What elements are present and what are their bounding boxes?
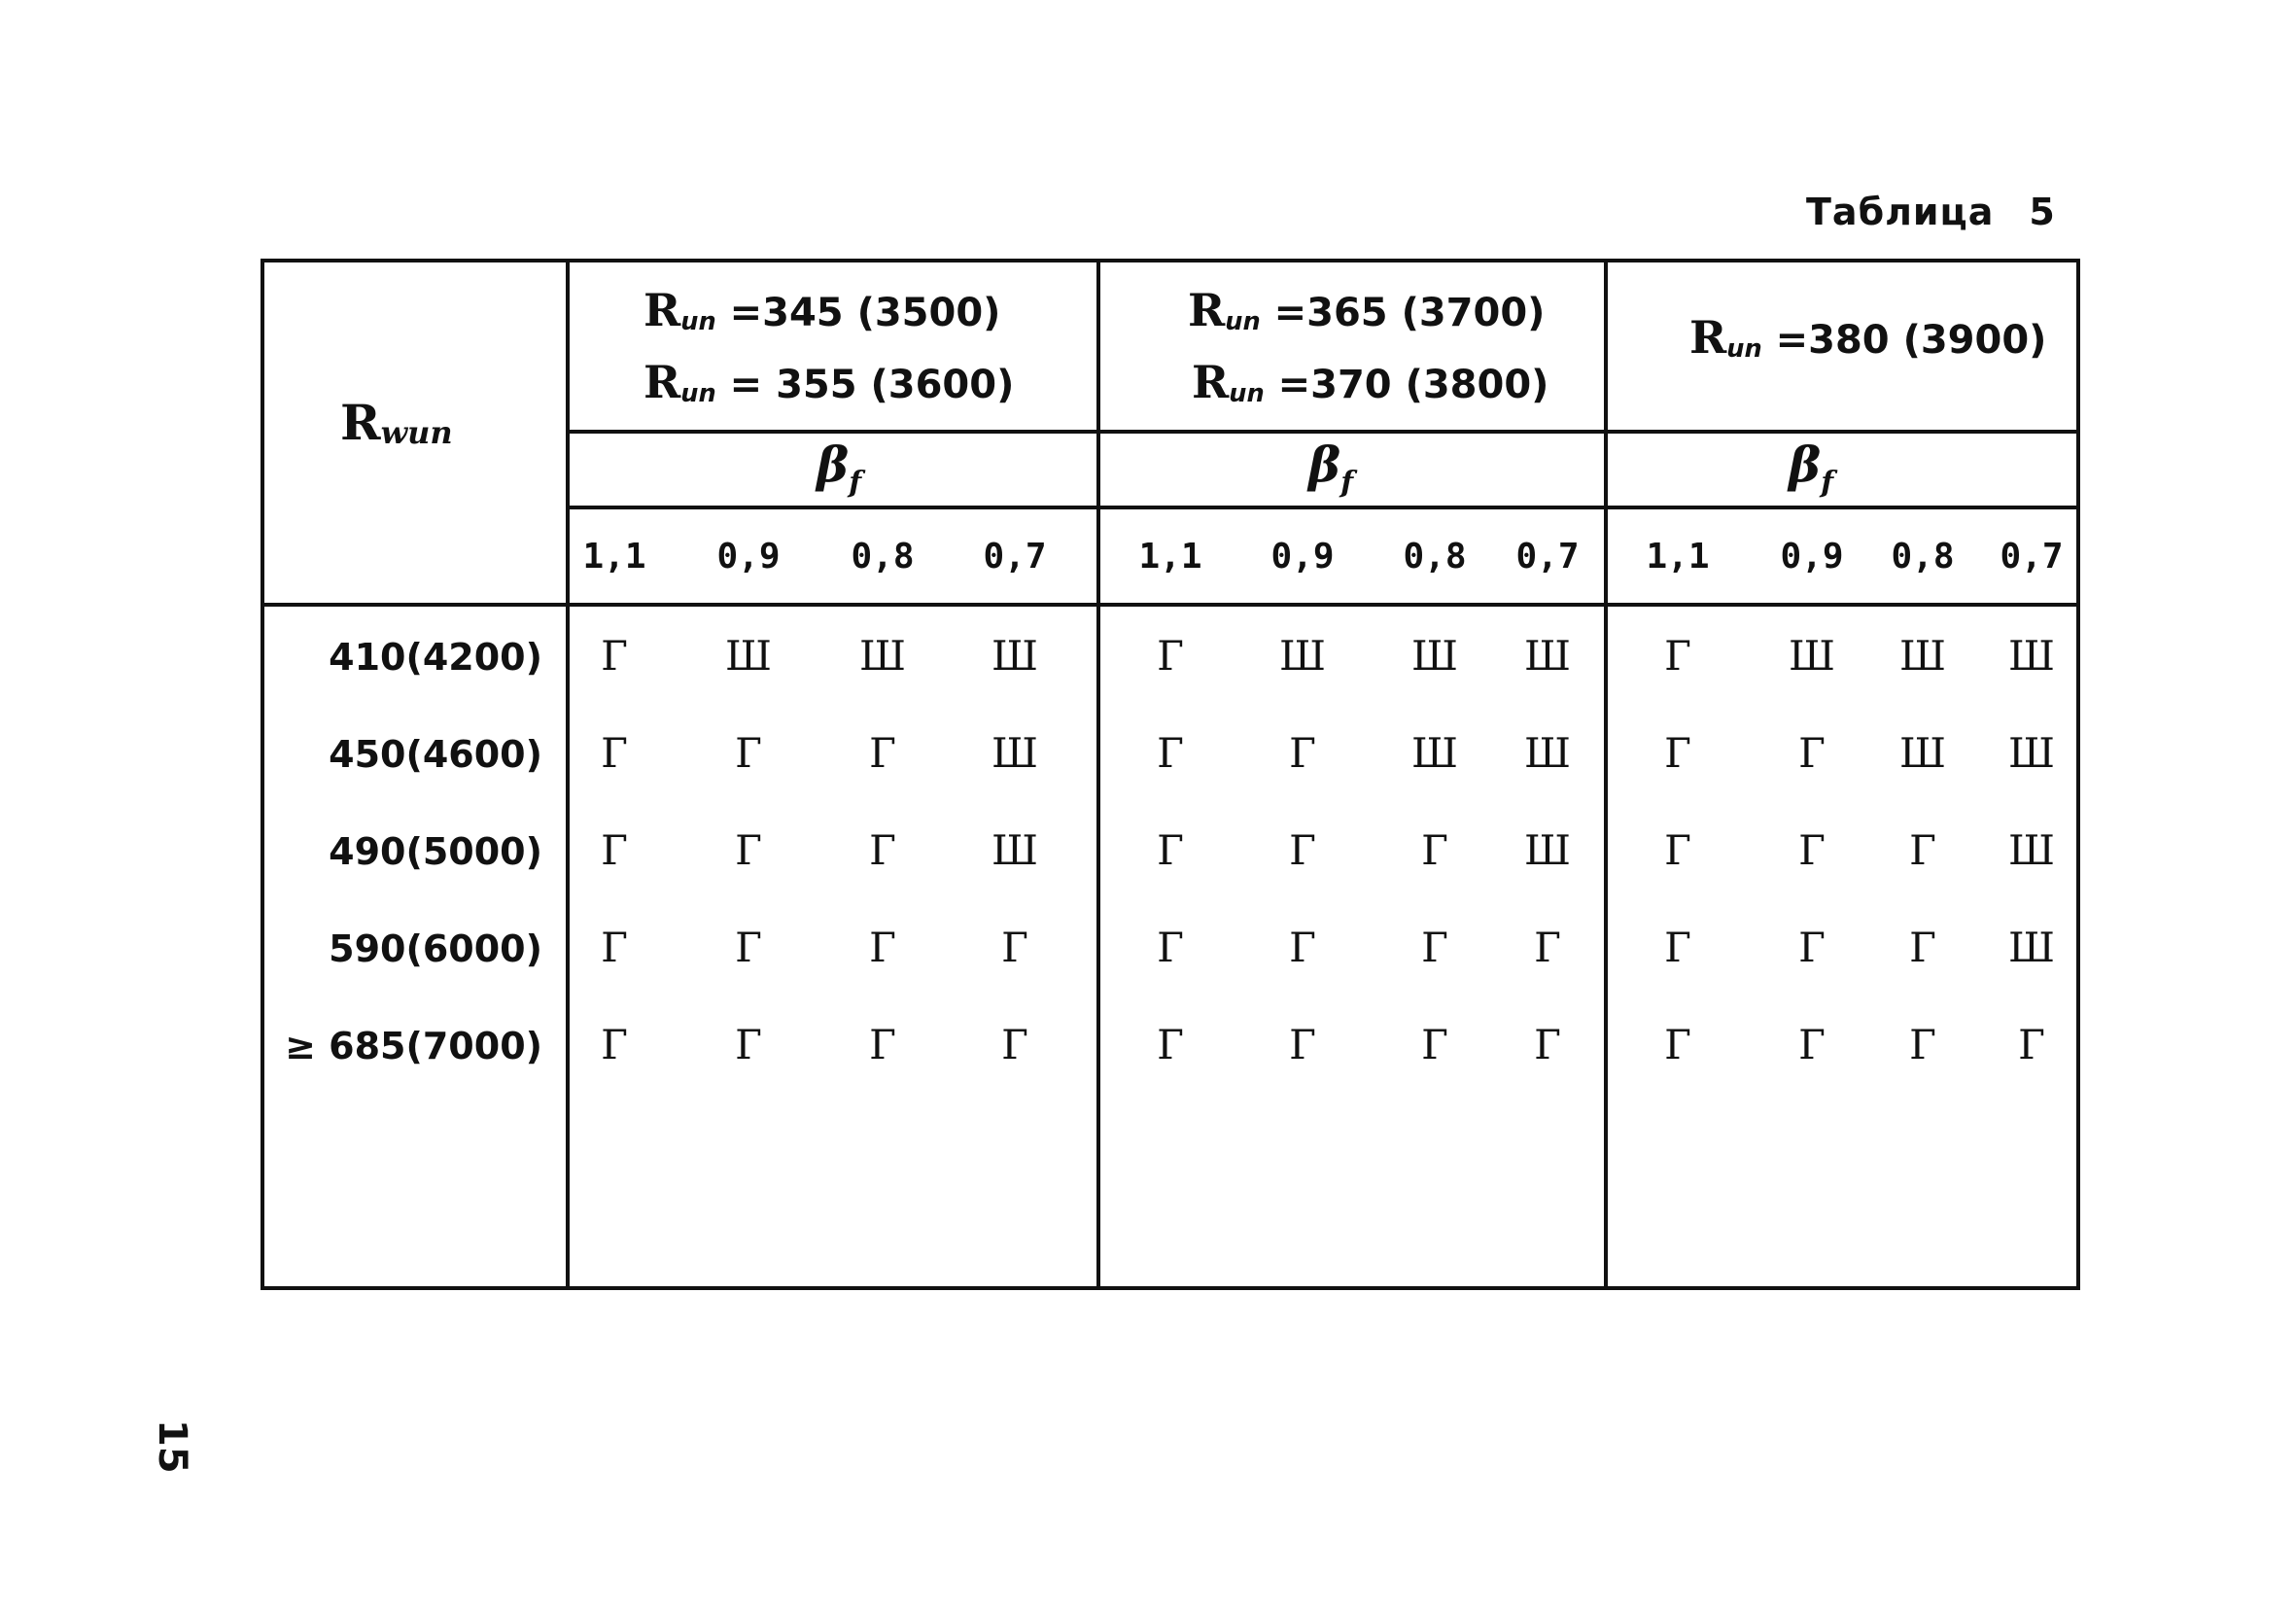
stub-symbol: R bbox=[340, 394, 381, 451]
coefficient-header: 0,7 bbox=[2000, 537, 2064, 577]
table-cell: Г bbox=[1664, 924, 1691, 971]
group-1-line-2-sub: un bbox=[680, 379, 716, 408]
group-2-line-2-sub: un bbox=[1229, 379, 1265, 408]
group-1-line-2: $R_{un} = 355$ (3600) bbox=[644, 356, 1015, 408]
table-cell: Г bbox=[601, 924, 628, 971]
table-cell: Г bbox=[735, 1021, 762, 1068]
table-cell: Г bbox=[1157, 826, 1184, 874]
group-3-line-1-sub: un bbox=[1726, 334, 1762, 364]
table-cell: Г bbox=[1798, 924, 1826, 971]
table-cell: Г bbox=[1157, 729, 1184, 777]
stub-subscript: wun bbox=[380, 414, 453, 451]
table-cell: Ш bbox=[1899, 729, 1946, 777]
group-divider-1 bbox=[1096, 259, 1100, 1290]
table-cell: Г bbox=[601, 729, 628, 777]
table-cell: Г bbox=[2018, 1021, 2045, 1068]
table-cell: Г bbox=[601, 1021, 628, 1068]
table-cell: Г bbox=[1909, 924, 1936, 971]
table-cell: Г bbox=[1421, 924, 1448, 971]
row-label: 410(4200) bbox=[329, 636, 542, 679]
group-2-line-2-value: =370 (3800) bbox=[1277, 363, 1549, 407]
group-1-line-1-value: =345 (3500) bbox=[729, 291, 1001, 335]
caption-label: Таблица bbox=[1806, 191, 1995, 233]
table-cell: Г bbox=[1909, 826, 1936, 874]
table-cell: Г bbox=[601, 632, 628, 680]
table-cell: Ш bbox=[1411, 729, 1458, 777]
group-2-line-1-sub: un bbox=[1225, 307, 1261, 336]
table-cell: Ш bbox=[1279, 632, 1326, 680]
table-cell: Ш bbox=[2008, 632, 2055, 680]
table-cell: Г bbox=[1798, 1021, 1826, 1068]
coefficient-header: 1,1 bbox=[1646, 537, 1710, 577]
table-cell: Ш bbox=[725, 632, 772, 680]
table-cell: Ш bbox=[991, 826, 1038, 874]
coefficient-header: 0,9 bbox=[1270, 537, 1335, 577]
table-cell: Г bbox=[1664, 632, 1691, 680]
table-cell: Г bbox=[1909, 1021, 1936, 1068]
table-cell: Г bbox=[869, 924, 896, 971]
table-cell: Ш bbox=[2008, 729, 2055, 777]
table-cell: Ш bbox=[859, 632, 906, 680]
table-cell: Г bbox=[1664, 1021, 1691, 1068]
table-cell: Г bbox=[1798, 729, 1826, 777]
row-label: ≥ 685(7000) bbox=[285, 1025, 542, 1067]
coefficient-header: 0,9 bbox=[1780, 537, 1844, 577]
table-cell: Г bbox=[1798, 826, 1826, 874]
table-cell: Г bbox=[735, 729, 762, 777]
table-caption bbox=[1806, 191, 2056, 233]
table-cell: Г bbox=[1289, 729, 1316, 777]
header-rule-2 bbox=[566, 506, 2080, 509]
table-cell: Г bbox=[735, 924, 762, 971]
stub-divider bbox=[566, 259, 570, 1290]
table-cell: Г bbox=[1664, 729, 1691, 777]
table-cell: Г bbox=[1289, 924, 1316, 971]
stub-header bbox=[340, 394, 453, 451]
table-cell: Г bbox=[1664, 826, 1691, 874]
group-2-line-1: $R_{un} =365$ (3700) bbox=[1188, 284, 1546, 336]
table-cell: Г bbox=[1534, 1021, 1561, 1068]
table-cell: Г bbox=[735, 826, 762, 874]
table-cell: Ш bbox=[1789, 632, 1835, 680]
table-cell: Г bbox=[1157, 924, 1184, 971]
table-cell: Ш bbox=[2008, 924, 2055, 971]
group-3-line-1-value: =380 (3900) bbox=[1775, 318, 2047, 363]
table-cell: Г bbox=[869, 826, 896, 874]
table-cell: Ш bbox=[1524, 632, 1571, 680]
table-cell: Г bbox=[1001, 924, 1028, 971]
header-rule-3 bbox=[261, 603, 2080, 607]
table-cell: Г bbox=[1001, 1021, 1028, 1068]
table-cell: Г bbox=[1157, 1021, 1184, 1068]
row-label: 450(4600) bbox=[329, 733, 542, 776]
group-divider-2 bbox=[1604, 259, 1608, 1290]
coefficient-header: 0,8 bbox=[1891, 537, 1955, 577]
table-cell: Ш bbox=[991, 632, 1038, 680]
coefficient-header: 1,1 bbox=[582, 537, 646, 577]
table-cell: Ш bbox=[1524, 729, 1571, 777]
coefficient-header: 0,7 bbox=[1515, 537, 1580, 577]
header-rule-1 bbox=[566, 430, 2080, 434]
table-cell: Г bbox=[869, 1021, 896, 1068]
coefficient-header: 0,8 bbox=[1403, 537, 1467, 577]
table-cell: Г bbox=[601, 826, 628, 874]
table-cell: Г bbox=[1289, 1021, 1316, 1068]
group-2-line-1-value: =365 (3700) bbox=[1273, 291, 1546, 335]
table-cell: Ш bbox=[1899, 632, 1946, 680]
table-cell: Г bbox=[1289, 826, 1316, 874]
group-2-beta: $\beta_f$ bbox=[1308, 436, 1354, 500]
coefficient-header: 1,1 bbox=[1138, 537, 1202, 577]
group-3-beta: $\beta_f$ bbox=[1789, 436, 1834, 500]
group-1-beta: $\beta_f$ bbox=[817, 436, 862, 500]
group-1-line-1: $R_{un} =345$ (3500) bbox=[644, 284, 1001, 336]
table-cell: Г bbox=[1157, 632, 1184, 680]
table-cell: Ш bbox=[1411, 632, 1458, 680]
table-cell: Ш bbox=[991, 729, 1038, 777]
table-cell: Ш bbox=[2008, 826, 2055, 874]
group-1-line-1-sub: un bbox=[680, 307, 716, 336]
group-2-line-2: $R_{un} =370$ (3800) bbox=[1192, 356, 1549, 408]
group-1-line-2-value: = 355 (3600) bbox=[729, 363, 1015, 407]
row-label: 490(5000) bbox=[329, 830, 542, 873]
caption-number: 5 bbox=[2029, 191, 2056, 233]
coefficient-header: 0,8 bbox=[851, 537, 915, 577]
table-cell: Г bbox=[1421, 1021, 1448, 1068]
row-label: 590(6000) bbox=[329, 927, 542, 970]
coefficient-header: 0,7 bbox=[983, 537, 1047, 577]
coefficient-header: 0,9 bbox=[716, 537, 781, 577]
table-cell: Г bbox=[1421, 826, 1448, 874]
table-cell: Г bbox=[869, 729, 896, 777]
table-cell: Ш bbox=[1524, 826, 1571, 874]
table-cell: Г bbox=[1534, 924, 1561, 971]
group-3-line-1: $R_{un} =380$ (3900) bbox=[1689, 311, 2047, 364]
page-number: 15 bbox=[150, 1419, 194, 1474]
